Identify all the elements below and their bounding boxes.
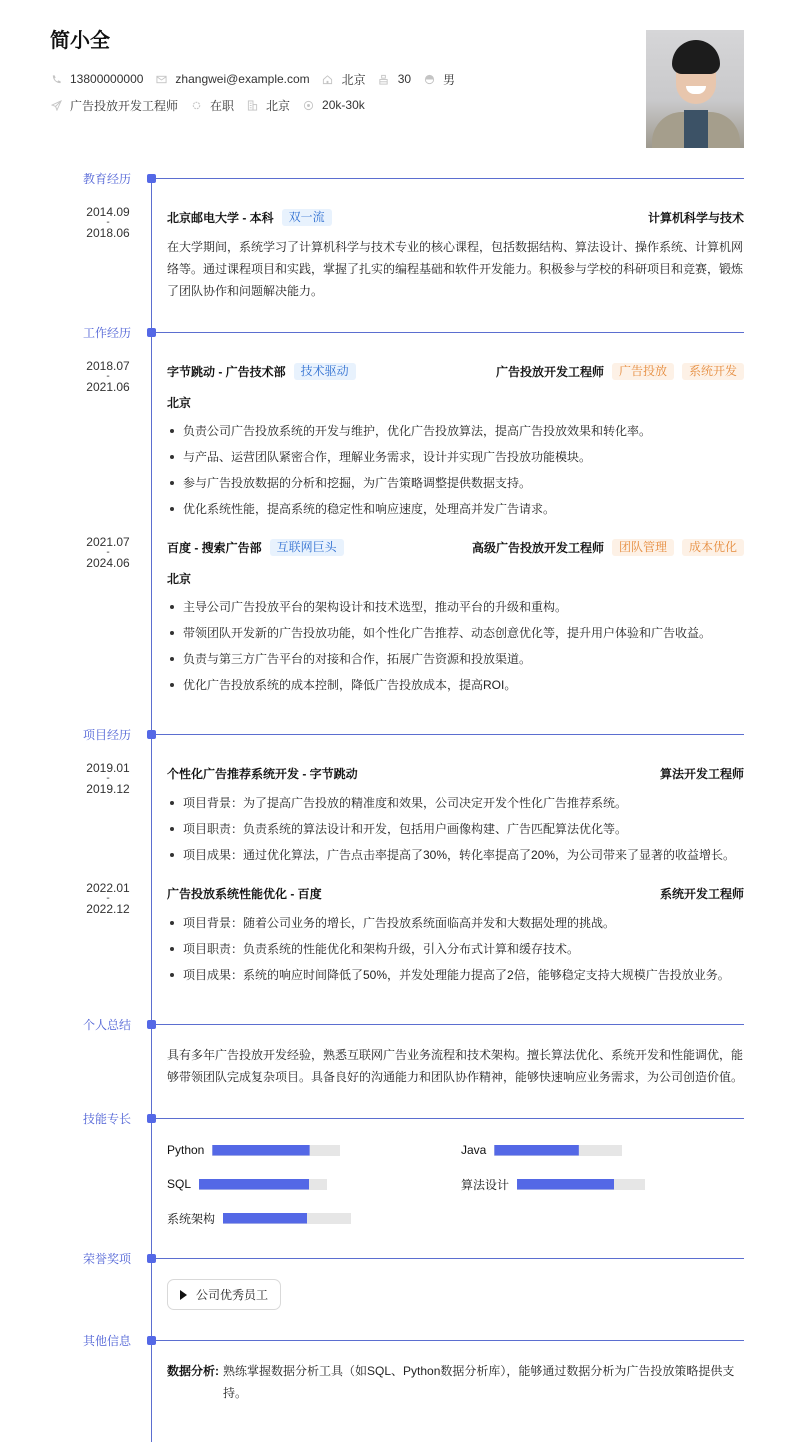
section-title-skills: 技能专长	[83, 1112, 132, 1126]
skill-sql: SQL	[167, 1177, 327, 1191]
project-title: 广告投放系统性能优化 - 百度	[167, 886, 322, 901]
company-tag: 技术驱动	[294, 363, 356, 380]
status-item	[190, 97, 234, 114]
company-name: 字节跳动 - 广告技术部	[167, 364, 286, 379]
age-item	[378, 72, 411, 86]
list-item: 项目背景：为了提高广告投放的精准度和效果，公司决定开发个性化广告推荐系统。	[167, 790, 757, 816]
project-details	[167, 910, 757, 988]
list-item: 负责公司广告投放系统的开发与维护，优化广告投放算法，提高广告投放效果和转化率。	[167, 418, 757, 444]
project-entry-header	[167, 764, 744, 782]
mail-icon	[155, 73, 167, 85]
building-icon	[246, 99, 258, 111]
section-title-summary: 个人总结	[83, 1018, 132, 1032]
skill-level-bar	[223, 1213, 351, 1224]
phone-value: 13800000000	[70, 72, 144, 86]
home-icon	[322, 73, 334, 85]
role-tag: 广告投放	[612, 363, 674, 380]
job-role: 广告投放开发工程师	[495, 364, 604, 379]
coin-icon	[302, 99, 314, 111]
city-item	[322, 71, 366, 88]
job-intent-row	[50, 96, 377, 114]
gender-value: 男	[443, 72, 456, 87]
other-info-item	[167, 1360, 744, 1404]
other-info-value: 熟练掌握数据分析工具（如SQL、Python数据分析库），能够通过数据分析为广告投放策略提供支持。	[223, 1364, 735, 1400]
company-name: 百度 - 搜索广告部	[167, 540, 262, 555]
company-tag: 互联网巨头	[270, 539, 344, 556]
list-item: 项目背景：随着公司业务的增长，广告投放系统面临高并发和大数据处理的挑战。	[167, 910, 757, 936]
section-divider	[155, 332, 744, 333]
skill-algorithm-design: 算法设计	[461, 1177, 645, 1191]
target-city-item	[246, 97, 290, 114]
candidate-name: 简小全	[50, 30, 110, 52]
status-value: 在职	[210, 98, 235, 113]
school-tag: 双一流	[282, 209, 332, 226]
city-value: 北京	[341, 72, 366, 87]
section-title-awards: 荣誉奖项	[83, 1252, 132, 1266]
send-icon	[50, 99, 62, 111]
salary-value: 20k-30k	[322, 98, 365, 112]
phone-icon	[50, 73, 62, 85]
expand-triangle-icon	[180, 1290, 187, 1300]
award-label: 公司优秀员工	[196, 1288, 269, 1302]
education-description: 在大学期间，系统学习了计算机科学与技术专业的核心课程，包括数据结构、算法设计、操作系统、计算机网络等。通过课程项目和实践，掌握了扎实的编程基础和软件开发能力。积极参与学校的科研项目和竞赛，锻炼了团队协作和问题解决能力。	[167, 240, 744, 298]
list-item: 优化系统性能，提高系统的稳定性和响应速度，处理高并发广告请求。	[167, 496, 757, 522]
work-location: 北京	[167, 572, 192, 586]
avatar-photo	[646, 30, 744, 148]
project-date: 2019.01 - 2019.12	[86, 761, 130, 796]
work-responsibilities	[167, 594, 757, 698]
section-divider	[155, 1024, 744, 1025]
age-value: 30	[397, 72, 412, 86]
target-position-value: 广告投放开发工程师	[70, 98, 179, 113]
list-item: 项目成果：系统的响应时间降低了50%，并发处理能力提高了2倍，能够稳定支持大规模广告投放业务。	[167, 962, 757, 988]
project-role: 系统开发工程师	[659, 886, 744, 901]
skill-level-bar	[494, 1145, 622, 1156]
education-date: 2014.09 - 2018.06	[86, 205, 130, 240]
role-tag: 成本优化	[682, 539, 744, 556]
award-item[interactable]	[167, 1279, 281, 1310]
skill-level-bar	[212, 1145, 340, 1156]
project-title: 个性化广告推荐系统开发 - 字节跳动	[167, 766, 358, 781]
section-divider	[155, 1340, 744, 1341]
section-title-education: 教育经历	[83, 172, 132, 186]
education-entry-header	[167, 208, 744, 226]
list-item: 主导公司广告投放平台的架构设计和技术选型，推动平台的升级和重构。	[167, 594, 757, 620]
project-role: 算法开发工程师	[659, 766, 744, 781]
list-item: 优化广告投放系统的成本控制，降低广告投放成本，提高ROI。	[167, 672, 757, 698]
section-divider	[155, 1258, 744, 1259]
section-divider	[155, 1118, 744, 1119]
email-item	[155, 72, 309, 86]
skill-level-bar	[199, 1179, 327, 1190]
list-item: 项目职责：负责系统的算法设计和开发，包括用户画像构建、广告匹配算法优化等。	[167, 816, 757, 842]
skill-level-bar	[517, 1179, 645, 1190]
salary-item	[302, 98, 365, 112]
target-position-item	[50, 97, 178, 114]
list-item: 带领团队开发新的广告投放功能，如个性化广告推荐、动态创意优化等，提升用户体验和广告收益。	[167, 620, 757, 646]
user-icon	[378, 73, 390, 85]
section-title-work: 工作经历	[83, 326, 132, 340]
other-info-key: 数据分析:	[167, 1364, 219, 1378]
timeline-line	[151, 178, 152, 1442]
project-entry-header	[167, 884, 744, 902]
role-tag: 系统开发	[682, 363, 744, 380]
project-details	[167, 790, 757, 868]
gender-icon	[423, 73, 435, 85]
gender-item	[423, 71, 455, 88]
contact-info-row	[50, 70, 467, 88]
work-entry-header	[167, 362, 744, 380]
work-responsibilities	[167, 418, 757, 522]
status-icon	[190, 99, 202, 111]
target-city-value: 北京	[266, 98, 291, 113]
job-role: 高级广告投放开发工程师	[471, 540, 604, 555]
work-date: 2021.07 - 2024.06	[86, 535, 130, 570]
section-title-projects: 项目经历	[83, 728, 132, 742]
major-name: 计算机科学与技术	[647, 210, 744, 225]
list-item: 项目成果：通过优化算法，广告点击率提高了30%，转化率提高了20%，为公司带来了显著的收益增长。	[167, 842, 757, 868]
skill-java: Java	[461, 1143, 622, 1157]
work-date: 2018.07 - 2021.06	[86, 359, 130, 394]
project-date: 2022.01 - 2022.12	[86, 881, 130, 916]
resume-header	[50, 28, 750, 158]
skill-system-architecture: 系统架构	[167, 1211, 351, 1225]
section-title-other: 其他信息	[83, 1334, 132, 1348]
school-name: 北京邮电大学 - 本科	[167, 210, 274, 225]
skill-python: Python	[167, 1143, 340, 1157]
work-entry-header	[167, 538, 744, 556]
role-tag: 团队管理	[612, 539, 674, 556]
list-item: 负责与第三方广告平台的对接和合作，拓展广告资源和投放渠道。	[167, 646, 757, 672]
section-divider	[155, 178, 744, 179]
list-item: 项目职责：负责系统的性能优化和架构升级，引入分布式计算和缓存技术。	[167, 936, 757, 962]
work-location: 北京	[167, 396, 192, 410]
section-divider	[155, 734, 744, 735]
email-value: zhangwei@example.com	[175, 72, 310, 86]
summary-text: 具有多年广告投放开发经验，熟悉互联网广告业务流程和技术架构。擅长算法优化、系统开发和性能调优，能够带领团队完成复杂项目。具备良好的沟通能力和团队协作精神，能够快速响应业务需求，为公司创造价值。	[167, 1048, 744, 1084]
list-item: 参与广告投放数据的分析和挖掘，为广告策略调整提供数据支持。	[167, 470, 757, 496]
phone-item	[50, 72, 143, 86]
list-item: 与产品、运营团队紧密合作，理解业务需求，设计并实现广告投放功能模块。	[167, 444, 757, 470]
